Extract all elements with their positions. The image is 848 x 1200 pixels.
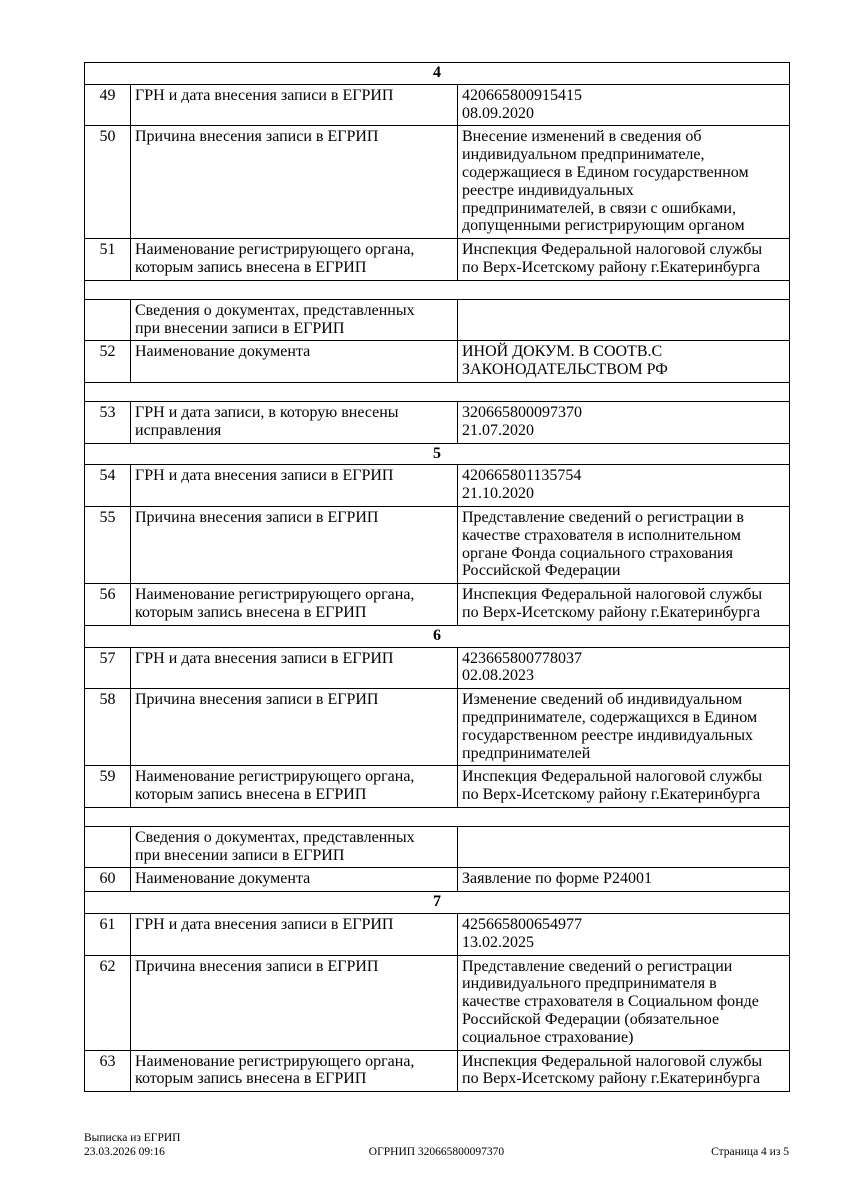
record-value-cell (458, 826, 790, 868)
record-number-cell: 59 (85, 766, 131, 808)
record-label-cell (131, 868, 458, 892)
cell-line: Представление сведений о регистрации в (462, 508, 744, 526)
cell-line: Инспекция Федеральной налоговой службы (462, 586, 763, 604)
record-row (85, 239, 790, 281)
cell-line: ИНОЙ ДОКУМ. В СООТВ.С (462, 343, 663, 361)
record-row (85, 689, 790, 766)
cell-line: исправления (135, 421, 222, 439)
record-value-cell (458, 868, 790, 892)
record-value-cell (458, 239, 790, 281)
cell-line: предпринимателе, содержащихся в Едином (462, 708, 758, 726)
group-header-row (85, 892, 790, 914)
record-row (85, 868, 790, 892)
record-number-cell: 51 (85, 239, 131, 281)
group-number: 4 (85, 63, 790, 85)
egrip-table-body (85, 63, 790, 1092)
record-value-cell (458, 299, 790, 341)
record-number-cell: 50 (85, 126, 131, 239)
cell-line: допущенными регистрирующим органом (462, 217, 745, 235)
record-value-cell (458, 584, 790, 626)
cell-line: содержащиеся в Едином государственном (462, 163, 749, 181)
record-value-cell (458, 689, 790, 766)
cell-line: ЗАКОНОДАТЕЛЬСТВОМ РФ (462, 361, 668, 379)
record-row (85, 766, 790, 808)
cell-line: Представление сведений о регистрации (462, 957, 733, 975)
record-number-cell: 54 (85, 465, 131, 507)
subheader-row (85, 299, 790, 341)
record-value-cell (458, 341, 790, 383)
record-label-cell (131, 239, 458, 281)
cell-line: 08.09.2020 (462, 104, 534, 122)
record-value-cell (458, 647, 790, 689)
cell-line: Причина внесения записи в ЕГРИП (135, 691, 379, 709)
record-label-cell (131, 341, 458, 383)
cell-line: органе Фонда социального страхования (462, 544, 733, 562)
footer-ogrnip: ОГРНИП 320665800097370 (368, 1145, 505, 1158)
cell-line: социальное страхование) (462, 1028, 634, 1046)
cell-line: государственном реестре индивидуальных (462, 726, 753, 744)
record-number-cell: 52 (85, 341, 131, 383)
spacer-cell (85, 280, 790, 299)
cell-line: 423665800778037 (462, 649, 582, 667)
cell-line: 320665800097370 (462, 403, 582, 421)
cell-line: Наименование документа (135, 343, 311, 361)
cell-line: которым запись внесена в ЕГРИП (135, 603, 367, 621)
record-row (85, 647, 790, 689)
cell-line: ГРН и дата внесения записи в ЕГРИП (135, 86, 394, 104)
cell-line: 21.07.2020 (462, 421, 534, 439)
record-number-cell (85, 299, 131, 341)
footer-page-number: Страница 4 из 5 (711, 1145, 789, 1158)
spacer-row (85, 382, 790, 401)
record-label-cell (131, 766, 458, 808)
record-label-cell (131, 689, 458, 766)
record-value-cell (458, 126, 790, 239)
record-number-cell: 60 (85, 868, 131, 892)
record-value-cell (458, 766, 790, 808)
cell-line: Наименование регистрирующего органа, (135, 768, 415, 786)
record-value-cell (458, 914, 790, 956)
cell-line: которым запись внесена в ЕГРИП (135, 1070, 367, 1088)
record-number-cell (85, 826, 131, 868)
cell-line: Российской Федерации (462, 562, 621, 580)
record-number-cell: 61 (85, 914, 131, 956)
record-label-cell (131, 299, 458, 341)
cell-line: 420665800915415 (462, 86, 582, 104)
cell-line: качестве страхователя в Социальном фонде (462, 993, 759, 1011)
record-label-cell (131, 465, 458, 507)
page-footer (84, 1132, 789, 1159)
record-value-cell (458, 401, 790, 443)
cell-line: Наименование регистрирующего органа, (135, 1052, 415, 1070)
record-value-cell (458, 84, 790, 126)
group-number: 5 (85, 443, 790, 465)
cell-line: Инспекция Федеральной налоговой службы (462, 1052, 763, 1070)
cell-line: 21.10.2020 (462, 485, 534, 503)
record-number-cell: 53 (85, 401, 131, 443)
record-row (85, 506, 790, 583)
record-label-cell (131, 955, 458, 1050)
record-value-cell (458, 465, 790, 507)
footer-datetime: 23.03.2026 09:16 (84, 1145, 165, 1158)
cell-line: при внесении записи в ЕГРИП (135, 846, 345, 864)
spacer-row (85, 280, 790, 299)
subheader-row (85, 826, 790, 868)
cell-line: ГРН и дата внесения записи в ЕГРИП (135, 649, 394, 667)
record-label-cell (131, 401, 458, 443)
record-label-cell (131, 914, 458, 956)
spacer-cell (85, 807, 790, 826)
record-label-cell (131, 1050, 458, 1092)
record-label-cell (131, 826, 458, 868)
cell-line: предпринимателей, в связи с ошибками, (462, 199, 736, 217)
cell-line: которым запись внесена в ЕГРИП (135, 786, 367, 804)
group-number: 6 (85, 625, 790, 647)
group-header-row (85, 443, 790, 465)
footer-left (84, 1132, 319, 1159)
cell-line: Наименование регистрирующего органа, (135, 241, 415, 259)
cell-line: Изменение сведений об индивидуальном (462, 691, 743, 709)
cell-line: Наименование документа (135, 870, 311, 888)
egrip-records-table (84, 62, 790, 1092)
record-number-cell: 57 (85, 647, 131, 689)
record-value-cell (458, 1050, 790, 1092)
record-number-cell: 55 (85, 506, 131, 583)
group-number: 7 (85, 892, 790, 914)
cell-line: ГРН и дата внесения записи в ЕГРИП (135, 916, 394, 934)
spacer-row (85, 807, 790, 826)
cell-line: реестре индивидуальных (462, 181, 634, 199)
cell-line: предпринимателей (462, 744, 591, 762)
cell-line: 420665801135754 (462, 467, 582, 485)
cell-line: Заявление по форме Р24001 (462, 870, 652, 888)
record-label-cell (131, 647, 458, 689)
cell-line: по Верх-Исетскому району г.Екатеринбурга (462, 603, 761, 621)
cell-line: ГРН и дата записи, в которую внесены (135, 403, 399, 421)
cell-line: по Верх-Исетскому району г.Екатеринбурга (462, 1070, 761, 1088)
record-row (85, 584, 790, 626)
cell-line: Сведения о документах, представленных (135, 828, 415, 846)
cell-line: которым запись внесена в ЕГРИП (135, 258, 367, 276)
record-row (85, 401, 790, 443)
record-row (85, 465, 790, 507)
record-number-cell: 49 (85, 84, 131, 126)
record-label-cell (131, 84, 458, 126)
record-row (85, 1050, 790, 1092)
record-label-cell (131, 584, 458, 626)
cell-line: по Верх-Исетскому району г.Екатеринбурга (462, 258, 761, 276)
record-value-cell (458, 955, 790, 1050)
cell-line: Внесение изменений в сведения об (462, 128, 702, 146)
record-row (85, 126, 790, 239)
footer-doc-title: Выписка из ЕГРИП (84, 1132, 181, 1144)
cell-line: 425665800654977 (462, 916, 582, 934)
cell-line: Российской Федерации (обязательное (462, 1011, 720, 1029)
record-row (85, 955, 790, 1050)
cell-line: качестве страхователя в исполнительном (462, 526, 741, 544)
record-number-cell: 56 (85, 584, 131, 626)
record-label-cell (131, 126, 458, 239)
cell-line: Инспекция Федеральной налоговой службы (462, 241, 763, 259)
record-row (85, 341, 790, 383)
cell-line: Наименование регистрирующего органа, (135, 586, 415, 604)
cell-line: Сведения о документах, представленных (135, 301, 415, 319)
record-row (85, 914, 790, 956)
group-header-row (85, 63, 790, 85)
cell-line: по Верх-Исетскому району г.Екатеринбурга (462, 786, 761, 804)
cell-line: ГРН и дата внесения записи в ЕГРИП (135, 467, 394, 485)
cell-line: 13.02.2025 (462, 933, 534, 951)
group-header-row (85, 625, 790, 647)
cell-line: индивидуальном предпринимателе, (462, 146, 705, 164)
cell-line: Причина внесения записи в ЕГРИП (135, 957, 379, 975)
record-number-cell: 58 (85, 689, 131, 766)
cell-line: Инспекция Федеральной налоговой службы (462, 768, 763, 786)
cell-line: 02.08.2023 (462, 667, 534, 685)
record-number-cell: 62 (85, 955, 131, 1050)
record-label-cell (131, 506, 458, 583)
record-number-cell: 63 (85, 1050, 131, 1092)
record-value-cell (458, 506, 790, 583)
cell-line: индивидуального предпринимателя в (462, 975, 717, 993)
record-row (85, 84, 790, 126)
cell-line: при внесении записи в ЕГРИП (135, 319, 345, 337)
spacer-cell (85, 382, 790, 401)
cell-line: Причина внесения записи в ЕГРИП (135, 128, 379, 146)
cell-line: Причина внесения записи в ЕГРИП (135, 508, 379, 526)
